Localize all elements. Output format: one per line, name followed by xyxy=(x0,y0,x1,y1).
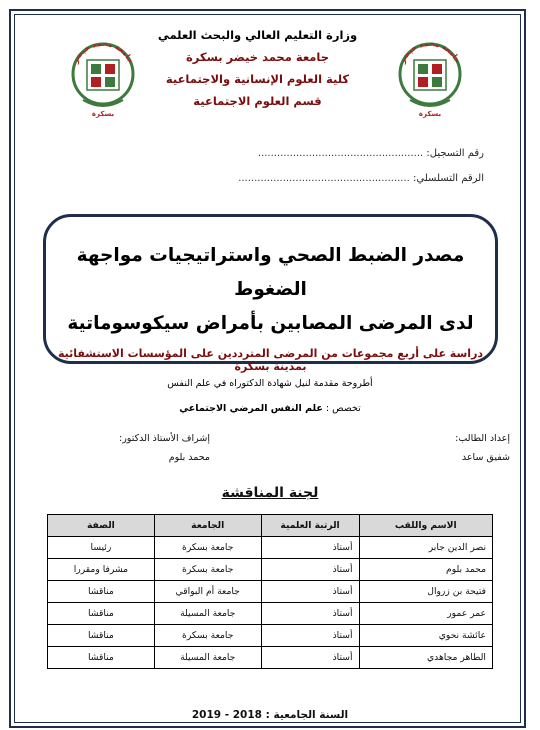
member-name: عمر عمور xyxy=(359,603,493,625)
logo-arc-text: جامعة محمد خيضر xyxy=(397,38,463,65)
header-rank: الرتبة العلمية xyxy=(261,515,359,537)
logo-city-text: بسكرة xyxy=(418,110,442,118)
registration-dots: .................................................... xyxy=(257,148,424,159)
committee-table xyxy=(47,514,493,669)
table-row xyxy=(48,625,493,647)
thesis-subtitle: دراسة على أربع مجموعات من المرضى المترددين على المؤسسات الاستشفائية بمدينة بسكرة xyxy=(57,347,484,373)
header-university: الجامعة xyxy=(154,515,261,537)
member-rank: أستاذ xyxy=(261,537,359,559)
member-role: مناقشا xyxy=(48,581,155,603)
faculty-name: كلية العلوم الإنسانية والاجتماعية xyxy=(165,72,350,86)
member-university: جامعة بسكرة xyxy=(154,625,261,647)
logo-arc-text: جامعة محمد خيضر xyxy=(70,38,136,65)
serial-number-line xyxy=(238,173,484,184)
member-rank: أستاذ xyxy=(261,603,359,625)
academic-year: السنة الجامعية : 2018 - 2019 xyxy=(191,709,349,721)
table-row xyxy=(48,559,493,581)
member-university: جامعة أم البواقي xyxy=(154,581,261,603)
student-block xyxy=(455,429,510,467)
institution-header xyxy=(130,24,385,112)
member-university: جامعة بسكرة xyxy=(154,537,261,559)
member-name: محمد بلوم xyxy=(359,559,493,581)
member-rank: أستاذ xyxy=(261,625,359,647)
member-rank: أستاذ xyxy=(261,647,359,669)
supervisor-label: إشراف الأستاذ الدكتور: xyxy=(119,433,210,444)
member-role: مناقشا xyxy=(48,625,155,647)
member-rank: أستاذ xyxy=(261,581,359,603)
supervisor-name: محمد بلوم xyxy=(168,452,210,463)
student-name: شفيق ساعد xyxy=(461,452,510,463)
member-role: مناقشا xyxy=(48,603,155,625)
supervisor-block xyxy=(60,429,210,467)
student-label: إعداد الطالب: xyxy=(455,433,510,444)
serial-dots: ...................................................... xyxy=(238,173,410,184)
registration-label: رقم التسجيل: xyxy=(426,148,484,159)
degree-statement: أطروحة مقدمة لنيل شهادة الدكتوراه في علم النفس xyxy=(167,378,373,389)
ministry-name: وزارة التعليم العالي والبحث العلمي xyxy=(157,28,358,42)
member-university: جامعة المسيلة xyxy=(154,603,261,625)
member-university: جامعة بسكرة xyxy=(154,559,261,581)
table-row xyxy=(48,581,493,603)
committee-title: لجنة المناقشة xyxy=(221,485,319,501)
thesis-title-line1: مصدر الضبط الصحي واستراتيجيات مواجهة الضغوط xyxy=(76,245,465,300)
specialty-line xyxy=(90,403,450,414)
table-row xyxy=(48,603,493,625)
member-role: رئيسا xyxy=(48,537,155,559)
specialty-label: تخصص : xyxy=(325,403,361,414)
university-name: جامعة محمد خيضر بسكرة xyxy=(185,50,330,64)
member-role: مناقشا xyxy=(48,647,155,669)
university-logo-right xyxy=(392,30,468,120)
committee-header-row xyxy=(48,515,493,537)
member-name: الطاهر مجاهدي xyxy=(359,647,493,669)
table-row xyxy=(48,647,493,669)
header-role: الصفة xyxy=(48,515,155,537)
department-name: قسم العلوم الاجتماعية xyxy=(193,94,322,108)
member-role: مشرفا ومقررا xyxy=(48,559,155,581)
thesis-title-line2: لدى المرضى المصابين بأمراض سيكوسوماتية xyxy=(67,313,474,334)
member-name: نصر الدين جابر xyxy=(359,537,493,559)
logo-city-text: بسكرة xyxy=(91,110,115,118)
header-name: الاسم واللقب xyxy=(359,515,493,537)
specialty-value: علم النفس المرضي الاجتماعي xyxy=(179,403,323,414)
member-name: فتيحة بن زروال xyxy=(359,581,493,603)
registration-number-line xyxy=(258,148,484,159)
thesis-title-box xyxy=(43,214,498,373)
member-university: جامعة المسيلة xyxy=(154,647,261,669)
member-name: عائشة نحوي xyxy=(359,625,493,647)
serial-label: الرقم التسلسلي: xyxy=(413,173,484,184)
member-rank: أستاذ xyxy=(261,559,359,581)
table-row xyxy=(48,537,493,559)
